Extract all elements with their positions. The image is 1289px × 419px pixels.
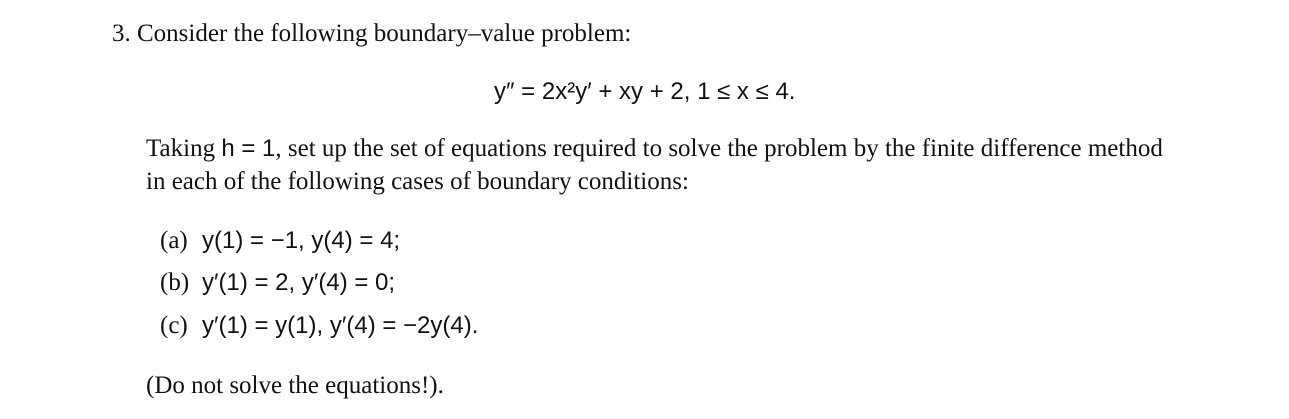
case-c — [160, 312, 478, 340]
step-size: h = 1 — [221, 135, 276, 162]
instruction-prefix: Taking — [146, 135, 222, 162]
boundary-condition: y′(1) = y(1), y′(4) = −2y(4). — [202, 312, 479, 339]
case-a — [160, 227, 400, 255]
case-b — [160, 269, 395, 297]
boundary-condition: y(1) = −1, y(4) = 4; — [202, 227, 401, 254]
instruction-text: , set up the set of equations required to solve the problem by the finite difference method — [275, 135, 1163, 162]
case-label: (a) — [160, 227, 188, 254]
case-label: (b) — [160, 269, 190, 296]
boundary-condition: y′(1) = 2, y′(4) = 0; — [202, 269, 396, 296]
differential-equation: y″ = 2x²y′ + xy + 2, 1 ≤ x ≤ 4. — [494, 78, 796, 105]
problem-heading: 3. Consider the following boundary–value problem: — [112, 20, 632, 47]
case-label: (c) — [160, 312, 188, 339]
instruction-line-2: in each of the following cases of boundary conditions: — [146, 168, 689, 195]
note: (Do not solve the equations!). — [146, 372, 444, 399]
instruction-line-1 — [146, 135, 1163, 163]
